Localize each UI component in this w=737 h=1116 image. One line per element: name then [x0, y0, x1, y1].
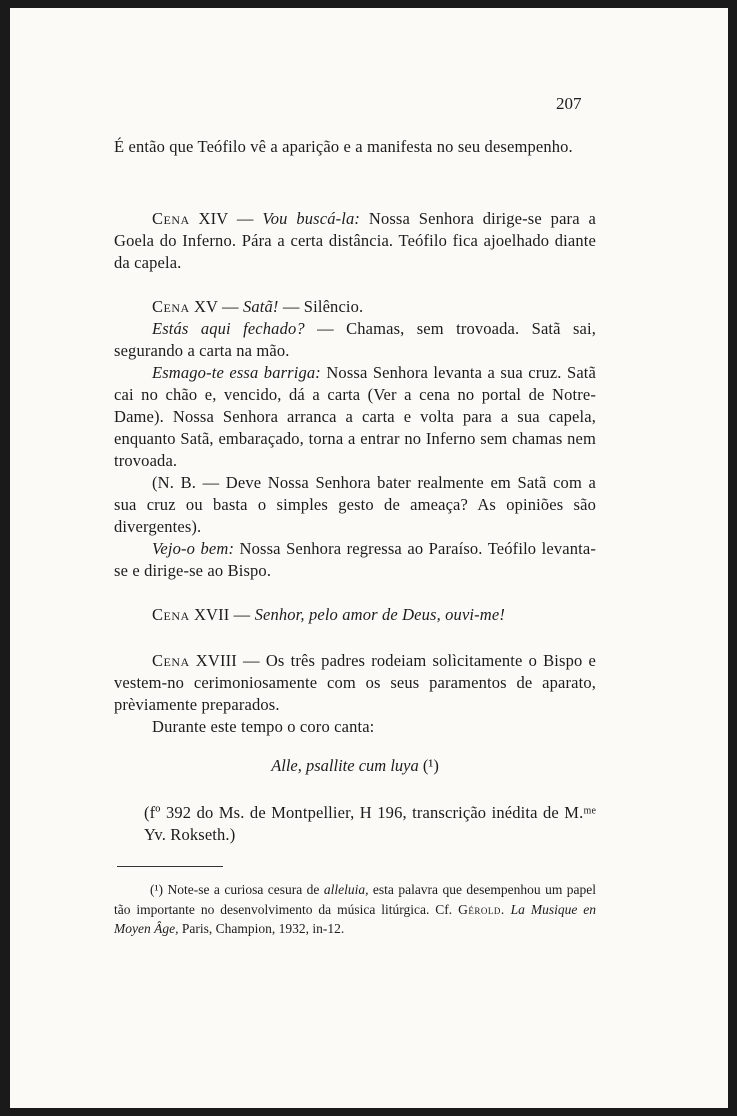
text-vejo: Nossa Senhora regressa ao Paraíso. Teófilo levanta-se e dirige-se ao Bispo. — [114, 539, 596, 580]
manuscript-reference — [144, 802, 596, 846]
footnote-marker: (¹) — [150, 882, 164, 897]
quote-vejo: Vejo-o bem: — [152, 539, 235, 558]
scene-label: Cena — [152, 209, 190, 228]
footnote-divider — [117, 866, 223, 867]
nb-paragraph: (N. B. — Deve Nossa Senhora bater realmente em Satã com a sua cruz ou basta o simples gesto de ameaça? As opiniões são divergentes). — [114, 473, 596, 536]
scene-14 — [114, 208, 596, 274]
manuscript-text: (fº 392 do Ms. de Montpellier, H 196, transcrição inédita de M.ᵐᵉ Yv. Rokseth.) — [144, 803, 596, 844]
chant-footnote-ref: (¹) — [422, 756, 439, 775]
intro-paragraph — [114, 136, 596, 158]
chant-line — [114, 756, 596, 776]
scene-quote: Satã! — [242, 297, 279, 316]
footnote-text: esta palavra que desempenhou um papel tão importante no desenvolvimento da música litúrgica. Cf. — [114, 882, 596, 917]
scene-15 — [114, 296, 596, 582]
scene-text: — Os três padres rodeiam solìcitamente o Bispo e vestem-no cerimoniosamente com os seus paramentos de aparato, prèviamente preparados. — [114, 651, 596, 714]
chant-title: Alle, psallite cum luya — [271, 756, 419, 775]
scene-number: XIV — — [189, 209, 263, 228]
scene-label: Cena — [152, 297, 190, 316]
scene-label: Cena — [152, 651, 190, 670]
text-estas: — Chamas, sem trovoada. Satã sai, segurando a carta na mão. — [114, 319, 596, 360]
scene-18 — [114, 650, 596, 738]
footnote-author: Gérold. — [458, 901, 505, 917]
page-number: 207 — [556, 94, 582, 113]
durante-paragraph: Durante este tempo o coro canta: — [152, 717, 375, 736]
footnote-book: La Musique en Moyen Âge, — [114, 901, 596, 936]
scene-quote: Vou buscá-la: — [262, 209, 361, 228]
scene-number: XV — — [189, 297, 243, 316]
footnote-text: Note-se a curiosa cesura de — [163, 882, 324, 897]
footnote-word: alleluia, — [323, 882, 369, 897]
scene-text: — Silêncio. — [278, 297, 364, 316]
scene-number: XVII — — [189, 605, 255, 624]
quote-esmago: Esmago-te essa barriga: — [152, 363, 321, 382]
footnote-text: Paris, Champion, 1932, in-12. — [178, 921, 345, 936]
footnote — [114, 880, 596, 939]
scene-number: XVIII — [189, 651, 237, 670]
quote-estas: Estás aqui fechado? — [152, 319, 305, 338]
scene-17 — [114, 604, 596, 626]
scene-quote: Senhor, pelo amor de Deus, ouvi-me! — [254, 605, 505, 624]
scene-text: Nossa Senhora dirige-se para a Goela do Inferno. Pára a certa distância. Teófilo fica ajoelhado diante da capela. — [114, 209, 596, 272]
book-page — [10, 8, 728, 1108]
paragraph-1: É então que Teófilo vê a aparição e a manifesta no seu desempenho. — [114, 137, 573, 156]
text-esmago: Nossa Senhora levanta a sua cruz. Satã cai no chão e, vencido, dá a carta (Ver a cena no portal de Notre-Dame). Nossa Senhora arranca a carta e volta para a sua capela, enquanto Satã, embaraçado, torna a entrar no Inferno sem chamas nem trovoada. — [114, 363, 596, 470]
scene-label: Cena — [152, 605, 190, 624]
